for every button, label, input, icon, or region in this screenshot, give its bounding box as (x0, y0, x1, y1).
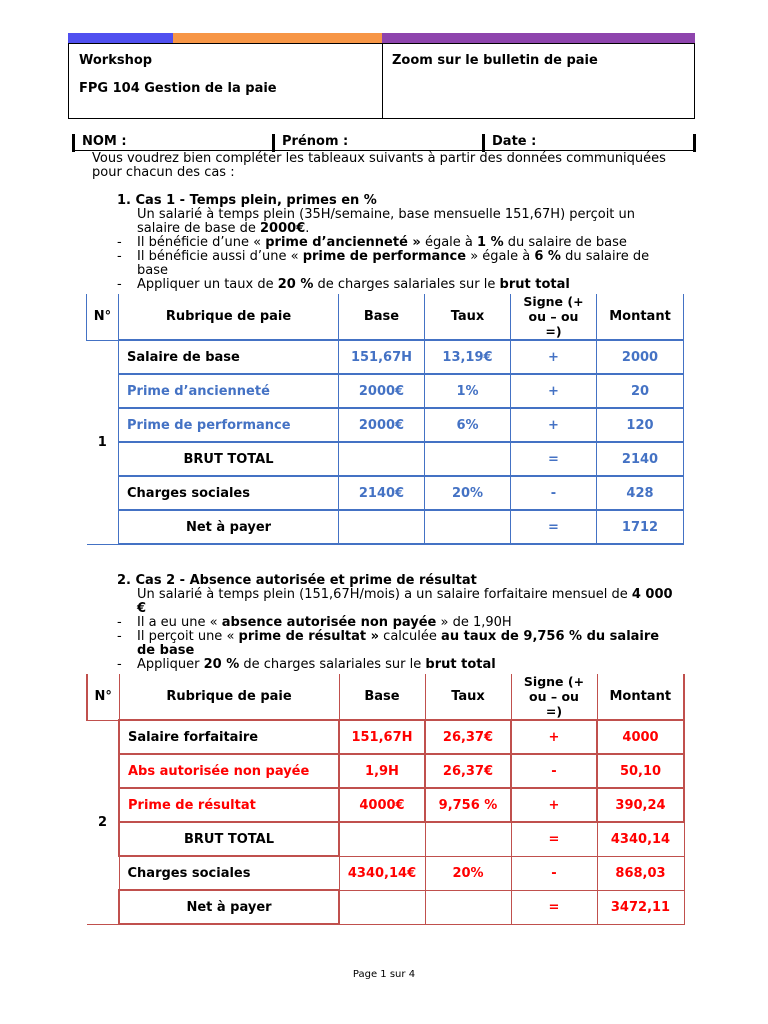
row-montant[interactable]: 4340,14 (597, 822, 684, 856)
row-montant[interactable]: 1712 (597, 510, 684, 544)
table-row (87, 788, 684, 822)
page-footer: Page 1 sur 4 (352, 969, 416, 980)
row-rubrique: Charges sociales (119, 476, 339, 510)
table-row (87, 822, 684, 856)
row-base[interactable] (339, 442, 425, 476)
col-header-rubrique: Rubrique de paie (119, 294, 339, 340)
row-signe[interactable]: - (511, 856, 597, 890)
case-number: 1 (87, 340, 119, 544)
row-montant[interactable]: 4000 (597, 720, 684, 754)
identity-line (72, 134, 696, 152)
row-taux[interactable] (425, 442, 511, 476)
row-base[interactable]: 2000€ (339, 408, 425, 442)
row-montant[interactable]: 50,10 (597, 754, 684, 788)
bullet-dash: - (117, 249, 122, 264)
case2-bullet-2-cont: de base (137, 643, 195, 658)
row-base[interactable]: 151,67H (339, 720, 425, 754)
row-base[interactable] (339, 510, 425, 544)
row-base[interactable] (339, 890, 425, 924)
payslip-table-1 (86, 294, 684, 545)
case1-bullet-3: Appliquer un taux de 20 % de charges salariales sur le brut total (137, 277, 570, 292)
case1-bullet-2: Il bénéficie aussi d’une « prime de performance » égale à 6 % du salaire de (137, 249, 650, 264)
row-montant[interactable]: 3472,11 (597, 890, 684, 924)
row-montant[interactable]: 120 (597, 408, 684, 442)
table-row (87, 442, 684, 476)
row-rubrique: Salaire de base (119, 340, 339, 374)
row-montant[interactable]: 868,03 (597, 856, 684, 890)
case2-bullet-2: Il perçoit une « prime de résultat » calculée au taux de 9,756 % du salaire (137, 629, 660, 644)
row-taux[interactable] (425, 510, 511, 544)
col-header-rubrique: Rubrique de paie (119, 674, 339, 720)
table-row (87, 374, 684, 408)
col-header-n: N° (87, 294, 119, 340)
col-header-n: N° (87, 674, 119, 720)
row-base[interactable]: 1,9H (339, 754, 425, 788)
row-rubrique: Charges sociales (119, 856, 339, 890)
table-header-row (87, 294, 684, 340)
row-taux[interactable]: 13,19€ (425, 340, 511, 374)
row-taux[interactable]: 9,756 % (425, 788, 511, 822)
row-signe[interactable]: = (511, 510, 597, 544)
case1-title: 1. Cas 1 - Temps plein, primes en % (117, 193, 377, 208)
row-base[interactable]: 151,67H (339, 340, 425, 374)
col-header-taux: Taux (425, 294, 511, 340)
row-signe[interactable]: = (511, 890, 597, 924)
case2-desc-1: Un salarié à temps plein (151,67H/mois) a un salaire forfaitaire mensuel de 4 000 (137, 587, 673, 602)
row-taux[interactable]: 26,37€ (425, 720, 511, 754)
row-taux[interactable]: 20% (425, 476, 511, 510)
header-workshop: Workshop (79, 53, 153, 68)
case2-title: 2. Cas 2 - Absence autorisée et prime de résultat (117, 573, 477, 588)
row-rubrique: Salaire forfaitaire (119, 720, 339, 754)
header-color-bar-3 (382, 33, 695, 43)
bullet-dash: - (117, 615, 122, 630)
row-base[interactable]: 4000€ (339, 788, 425, 822)
row-rubrique: Net à payer (119, 510, 339, 544)
table-row (87, 340, 684, 374)
identity-prenom[interactable]: Prénom : (282, 134, 349, 149)
table-row (87, 720, 684, 754)
row-rubrique: BRUT TOTAL (119, 822, 339, 856)
table-row (87, 890, 684, 924)
table-row (87, 856, 684, 890)
col-header-signe: Signe (+ ou – ou =) (511, 294, 597, 340)
header-left-box (68, 43, 383, 119)
table-row (87, 510, 684, 544)
table-row (87, 408, 684, 442)
col-header-montant: Montant (597, 674, 684, 720)
header-color-bar-1 (68, 33, 173, 43)
case1-desc-2: salaire de base de 2000€. (137, 221, 310, 236)
row-signe[interactable]: = (511, 822, 597, 856)
bullet-dash: - (117, 629, 122, 644)
bullet-dash: - (117, 277, 122, 292)
identity-nom[interactable]: NOM : (82, 134, 127, 149)
case2-bullet-3: Appliquer 20 % de charges salariales sur le brut total (137, 657, 496, 672)
header-right-box (382, 43, 695, 119)
row-signe[interactable]: = (511, 442, 597, 476)
row-rubrique[interactable]: Prime de résultat (119, 788, 339, 822)
case1-bullet-1: Il bénéficie d’une « prime d’ancienneté » égale à 1 % du salaire de base (137, 235, 627, 250)
row-rubrique: BRUT TOTAL (119, 442, 339, 476)
row-rubrique[interactable]: Prime d’ancienneté (119, 374, 339, 408)
row-signe[interactable]: - (511, 754, 597, 788)
row-base[interactable]: 2000€ (339, 374, 425, 408)
row-signe[interactable]: + (511, 340, 597, 374)
row-rubrique[interactable]: Prime de performance (119, 408, 339, 442)
row-montant[interactable]: 20 (597, 374, 684, 408)
row-montant[interactable]: 390,24 (597, 788, 684, 822)
intro-line-2: pour chacun des cas : (92, 165, 235, 180)
row-taux[interactable]: 6% (425, 408, 511, 442)
row-base[interactable] (339, 822, 425, 856)
row-montant[interactable]: 2000 (597, 340, 684, 374)
table-row (87, 476, 684, 510)
row-montant[interactable]: 2140 (597, 442, 684, 476)
table-row (87, 754, 684, 788)
col-header-base: Base (339, 294, 425, 340)
row-base[interactable]: 2140€ (339, 476, 425, 510)
row-montant[interactable]: 428 (597, 476, 684, 510)
row-base[interactable]: 4340,14€ (339, 856, 425, 890)
row-taux[interactable]: 20% (425, 856, 511, 890)
intro-line-1: Vous voudrez bien compléter les tableaux suivants à partir des données communiquées (92, 151, 666, 166)
row-taux[interactable]: 1% (425, 374, 511, 408)
case2-desc-2: € (137, 601, 147, 616)
col-header-signe: Signe (+ ou – ou =) (511, 674, 597, 720)
col-header-taux: Taux (425, 674, 511, 720)
case1-bullet-2-cont: base (137, 263, 168, 278)
row-signe[interactable]: - (511, 476, 597, 510)
header-course: FPG 104 Gestion de la paie (79, 81, 277, 96)
table-header-row (87, 674, 684, 720)
header-color-bar-2 (173, 33, 382, 43)
col-header-base: Base (339, 674, 425, 720)
payslip-table-2 (86, 674, 685, 925)
row-taux[interactable] (425, 822, 511, 856)
row-signe[interactable]: + (511, 788, 597, 822)
row-taux[interactable]: 26,37€ (425, 754, 511, 788)
bullet-dash: - (117, 657, 122, 672)
row-signe[interactable]: + (511, 720, 597, 754)
identity-date[interactable]: Date : (492, 134, 537, 149)
row-rubrique: Net à payer (119, 890, 339, 924)
row-signe[interactable]: + (511, 374, 597, 408)
bullet-dash: - (117, 235, 122, 250)
col-header-montant: Montant (597, 294, 684, 340)
header-title: Zoom sur le bulletin de paie (392, 53, 598, 68)
case2-bullet-1: Il a eu une « absence autorisée non payée » de 1,90H (137, 615, 512, 630)
row-rubrique[interactable]: Abs autorisée non payée (119, 754, 339, 788)
row-taux[interactable] (425, 890, 511, 924)
case1-desc-1: Un salarié à temps plein (35H/semaine, base mensuelle 151,67H) perçoit un (137, 207, 636, 222)
case-number: 2 (87, 720, 119, 924)
row-signe[interactable]: + (511, 408, 597, 442)
